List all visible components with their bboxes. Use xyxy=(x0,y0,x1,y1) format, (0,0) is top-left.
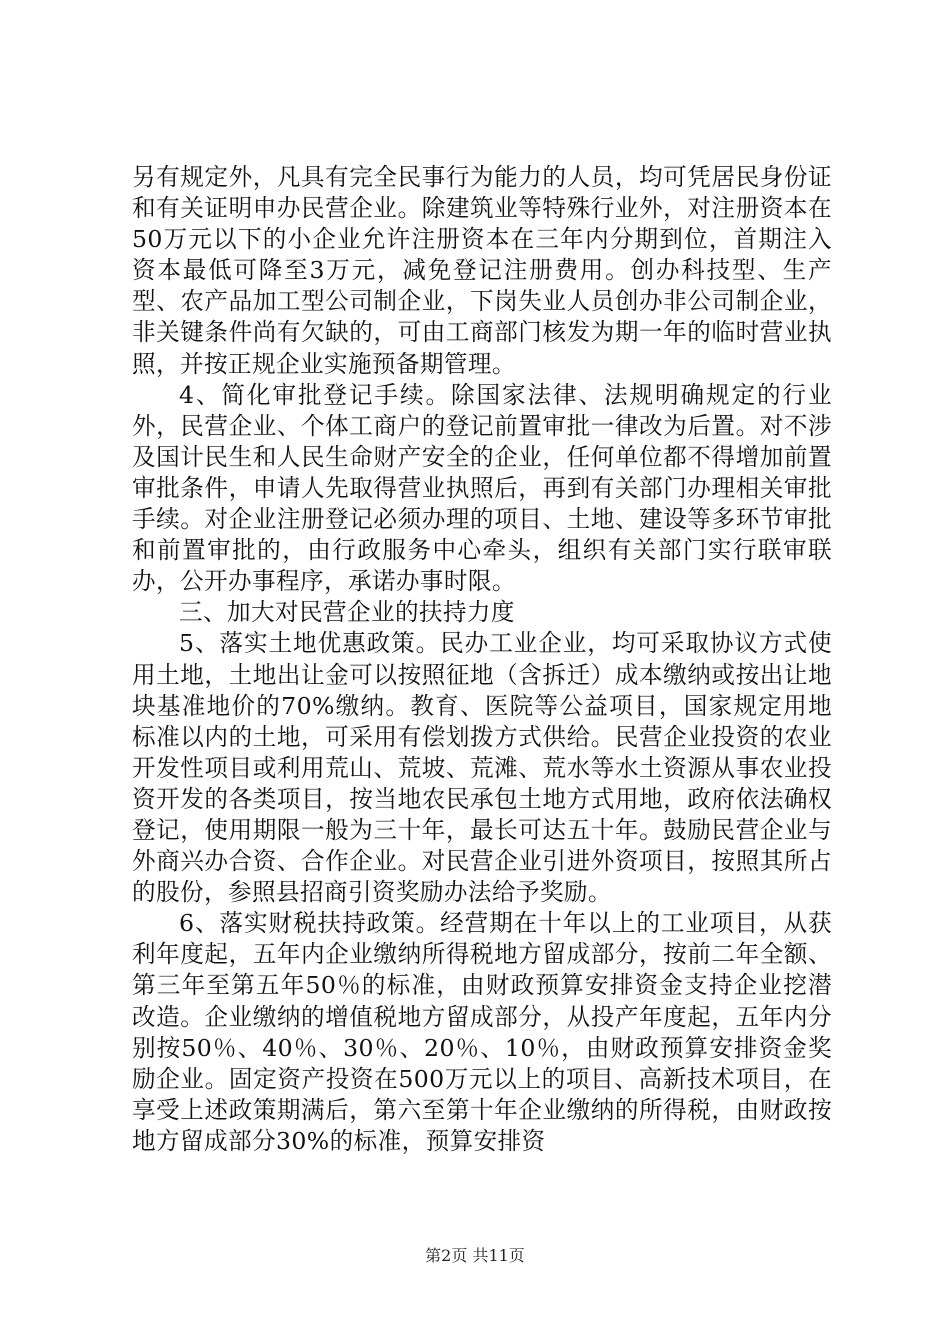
document-body xyxy=(132,162,832,1157)
page-number-footer: 第2页 共11页 xyxy=(425,1246,525,1265)
paragraph-continuation: 另有规定外，凡具有完全民事行为能力的人员，均可凭居民身份证和有关证明申办民营企业。除建筑业等特殊行业外，对注册资本在50万元以下的小企业允许注册资本在三年内分期到位，首期注入资本最低可降至3万元，减免登记注册费用。创办科技型、生产型、农产品加工型公司制企业，下岗失业人员创办非公司制企业，非关键条件尚有欠缺的，可由工商部门核发为期一年的临时营业执照，并按正规企业实施预备期管理。 xyxy=(132,163,832,378)
section-heading-3: 三、加大对民营企业的扶持力度 xyxy=(179,598,515,627)
paragraph-item-5: 5、落实土地优惠政策。民办工业企业，均可采取协议方式使用土地，土地出让金可以按照征地（含拆迁）成本缴纳或按出让地块基准地价的70%缴纳。教育、医院等公益项目，国家规定用地标准以内的土地，可采用有偿划拨方式供给。民营企业投资的农业开发性项目或利用荒山、荒坡、荒滩、荒水等水土资源从事农业投资开发的各类项目，按当地农民承包土地方式用地，政府依法确权登记，使用期限一般为三十年，最长可达五十年。鼓励民营企业与外商兴办合资、合作企业。对民营企业引进外资项目，按照其所占的股份，参照县招商引资奖励办法给予奖励。 xyxy=(132,629,832,907)
paragraph-item-4: 4、简化审批登记手续。除国家法律、法规明确规定的行业外，民营企业、个体工商户的登记前置审批一律改为后置。对不涉及国计民生和人民生命财产安全的企业，任何单位都不得增加前置审批条件，申请人先取得营业执照后，再到有关部门办理相关审批手续。对企业注册登记必须办理的项目、土地、建设等多环节审批和前置审批的，由行政服务中心牵头，组织有关部门实行联审联办，公开办事程序，承诺办事时限。 xyxy=(132,380,832,596)
paragraph-item-6: 6、落实财税扶持政策。经营期在十年以上的工业项目，从获利年度起，五年内企业缴纳所得税地方留成部分，按前二年全额、第三年至第五年50％的标准，由财政预算安排资金支持企业挖潜改造。企业缴纳的增值税地方留成部分，从投产年度起，五年内分别按50％、40％、30％、20％、10％，由财政预算安排资金奖励企业。固定资产投资在500万元以上的项目、高新技术项目，在享受上述政策期满后，第六至第十年企业缴纳的所得税，由财政按地方留成部分30%的标准，预算安排资 xyxy=(132,909,832,1155)
